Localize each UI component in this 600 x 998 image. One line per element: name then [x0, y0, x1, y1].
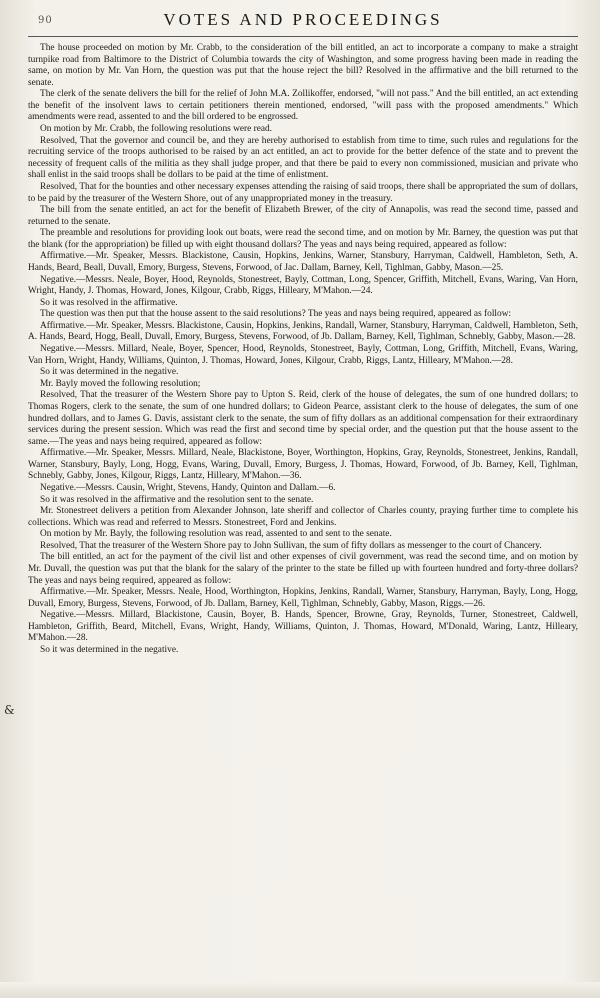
- paragraph-result: So it was determined in the negative.: [40, 367, 179, 378]
- vote-affirmative: Affirmative.—Mr. Speaker, Messrs. Blackistone, Causin, Hopkins, Jenkins, Randall, Warner, Stansbury, Harryman, Caldwell, Hambleton, Seth, A. Hands, Beard, Hogg, Beall, Duvall, Emory, Burgess, Stevens, Forwood, of Jb. Dallam, Barney, Kell, Tighlman, Schnebly, Gabby, Mason.—28.: [28, 320, 578, 343]
- paragraph-result: So it was determined in the negative.: [40, 645, 179, 656]
- paragraph-civil-list-bill: The bill entitled, an act for the payment of the civil list and other expenses of civil government, was read the second time, and on motion by Mr. Duvall, the question was put that the blank for the salary of the printer to the state be filled up with fourteen hundred and forty-three dollars? The yeas and nays being required, appeared as follow:: [28, 552, 578, 586]
- paragraph-result: So it was resolved in the affirmative.: [40, 297, 178, 308]
- page-title: VOTES AND PROCEEDINGS: [163, 10, 443, 29]
- marginal-mark: &: [4, 703, 15, 717]
- paragraph-crabb-motion: On motion by Mr. Crabb, the following resolutions were read.: [40, 124, 272, 135]
- paragraph-clerks-resolution: Resolved, That the treasurer of the Western Shore pay to Upton S. Reid, clerk of the house of delegates, the sum of one hundred dollars; to Thomas Rogers, clerk to the senate, the sum of one hundred dollars; to Gideon Pearce, assistant clerk to the house of delegates, the sum of one hundred dollars, and to James G. Davis, assistant clerk to the senate, the sum of fifty dollars as an additional compensation for their extraordinary services during the present session. Which was read the first and second time by special order, and the question put that the house assent to the same.—The yeas and nays being required, appeared as follow:: [28, 390, 578, 447]
- vote-negative: Negative.—Messrs. Millard, Blackistone, Causin, Boyer, B. Hands, Spencer, Browne, Gray, Reynolds, Turner, Stonestreet, Caldwell, Hambleton, Griffith, Beard, Mitchell, Evans, Wright, Handy, Williams, Quinton, J. Thomas, Howard, M'Donald, Waring, Lantz, Hilleary, M'Mahon.—28.: [28, 610, 578, 644]
- paragraph-result: So it was resolved in the affirmative and the resolution sent to the senate.: [40, 494, 314, 505]
- paragraph-bounties-resolution: Resolved, That for the bounties and other necessary expenses attending the raising of said troops, there shall be appropriated the sum of dollars, to be paid by the treasurer of the Western Shore, out of any unappropriated money in the treasury.: [28, 181, 578, 204]
- proceedings-text: [28, 43, 578, 657]
- vote-negative: Negative.—Messrs. Causin, Wright, Stevens, Handy, Quinton and Dallam.—6.: [40, 482, 336, 493]
- paragraph-lookout-boats: The preamble and resolutions for providing look out boats, were read the second time, and on motion by Mr. Barney, the question was put that the blank (for the appropriation) be filled up with eight thousand dollars? The yeas and nays being required, appeared as follow:: [28, 228, 578, 250]
- vote-affirmative: Affirmative.—Mr. Speaker, Messrs. Blackistone, Causin, Hopkins, Jenkins, Warner, Stansbury, Harryman, Caldwell, Hambleton, Seth, A. Hands, Beard, Beall, Duvall, Emory, Burgess, Stevens, Forwood, of Jac. Dallam, Barney, Kell, Tighlman, Gabby, Mason.—25.: [28, 251, 578, 273]
- paragraph-senate-bills: The clerk of the senate delivers the bill for the relief of John M.A. Zollikoffer, endorsed, "will not pass." And the bill entitled, an act extending the benefit of the insolvent laws to certain petitioners therein mentioned, endorsed, "will pass with the proposed amendments." Which amendments were read, assented to and the bill ordered to be engrossed.: [28, 89, 578, 123]
- paragraph-bayly-motion: Mr. Bayly moved the following resolution;: [40, 378, 201, 389]
- paragraph-sullivan-resolution: Resolved, That the treasurer of the Western Shore pay to John Sullivan, the sum of fifty dollars as messenger to the court of Chancery.: [40, 540, 542, 551]
- paragraph-bayly-motion-2: On motion by Mr. Bayly, the following resolution was read, assented to and sent to the senate.: [40, 529, 392, 540]
- vote-affirmative: Affirmative.—Mr. Speaker, Messrs. Neale, Hood, Worthington, Hopkins, Jenkins, Randall, Warner, Stansbury, Harryman, Bayly, Long, Hogg, Duvall, Emory, Burgess, Stevens, Forwood, of Jb. Dallam, Barney, Kell, Tighlman, Schnebly, Gabby, Mason, Riggs.—26.: [28, 587, 578, 609]
- vote-negative: Negative.—Messrs. Millard, Neale, Boyer, Spencer, Hood, Reynolds, Stonestreet, Bayly, Cottman, Long, Griffith, Mitchell, Evans, Waring, Van Horn, Wright, Handy, Williams, Quinton, J. Thomas, Howard, Jones, Kilgour, Crabb, Riggs, Lantz, Hilleary, M'Mahon.—28.: [28, 344, 578, 366]
- paragraph-recruiting-resolution: Resolved, That the governor and council be, and they are hereby authorised to establish from time to time, such rules and regulations for the recruiting service of the troops authorised to be raised by an act entitled, an act to provide for the better defence of the state and to prevent the necessity of frequent calls of the militia as they shall judge proper, and that there be paid to every non commissioned, musician and private who shall enlist in the said troops shall be dollars to be paid at the time of enlistment.: [28, 135, 578, 181]
- page-bottom-edge: [0, 982, 600, 998]
- vote-negative: Negative.—Messrs. Neale, Boyer, Hood, Reynolds, Stonestreet, Bayly, Cottman, Long, Spencer, Griffith, Mitchell, Evans, Waring, Van Horn, Wright, Handy, J. Thomas, Howard, Jones, Kilgour, Crabb, Riggs, Hilleary, M'Mahon.—24.: [28, 274, 578, 297]
- paragraph-turnpike-bill: The house proceeded on motion by Mr. Crabb, to the consideration of the bill entitled, an act to incorporate a company to make a straight turnpike road from Baltimore to the District of Columbia towards the city of Washington, and some progress having been made in reading the same, on motion by Mr. Van Horn, the question was put that the house reject the bill? Resolved in the affirmative and the bill returned to the senate.: [28, 43, 578, 88]
- paragraph-johnson-petition: Mr. Stonestreet delivers a petition from Alexander Johnson, late sheriff and collector of Charles county, praying further time to complete his collections. Which was read and referred to Messrs. Stonestreet, Ford and Jenkins.: [28, 506, 578, 528]
- vote-affirmative: Affirmative.—Mr. Speaker, Messrs. Millard, Neale, Blackistone, Boyer, Worthington, Hopkins, Gray, Reynolds, Stonestreet, Jenkins, Randall, Warner, Stansbury, Bayly, Long, Hogg, Evans, Waring, Duvall, Emory, Burgess, J. Thomas, Howard, Forwood, of Jb. Barney, Kell, Tighlman, Schnebly, Gabby, Jones, Kilgour, Riggs, Lantz, Hilleary, M'Mahon.—36.: [28, 448, 578, 482]
- page-number: 90: [38, 15, 53, 26]
- paragraph-question: The question was then put that the house assent to the said resolutions? The yeas and nays being required, appeared as follow:: [40, 309, 512, 320]
- paragraph-brewer-bill: The bill from the senate entitled, an act for the benefit of Elizabeth Brewer, of the city of Annapolis, was read the second time, passed and returned to the senate.: [28, 205, 578, 227]
- page-header: [28, 6, 578, 34]
- header-rule: [28, 36, 578, 37]
